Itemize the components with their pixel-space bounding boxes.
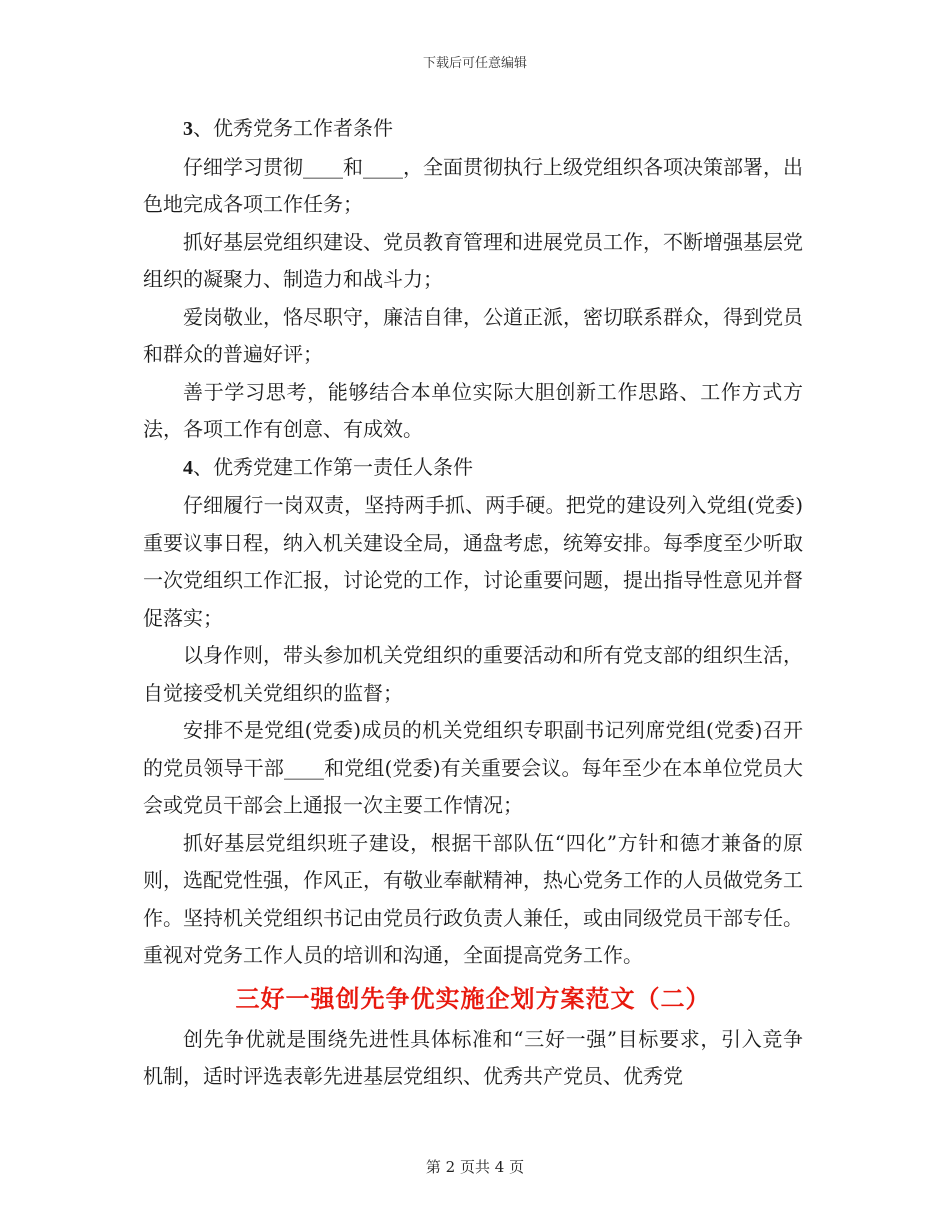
paragraph: 仔细学习贯彻____和____，全面贯彻执行上级党组织各项决策部署，出色地完成各项工作任务； — [143, 154, 803, 216]
section-3-number: 3 — [183, 118, 193, 140]
section-4-number: 4 — [183, 456, 193, 479]
section-4-heading-text: 、优秀党建工作第一责任人条件 — [193, 454, 473, 479]
paragraph: 仔细履行一岗双责，坚持两手抓、两手硬。把党的建设列入党组(党委)重要议事日程，纳入机关建设全局，通盘考虑，统筹安排。每季度至少听取一次党组织工作汇报，讨论党的工作，讨论重要问题，提出指导性意见并督促落实； — [143, 493, 803, 630]
paragraph: 安排不是党组(党委)成员的机关党组织专职副书记列席党组(党委)召开的党员领导干部____和党组(党委)有关重要会议。每年至少在本单位党员大会或党员干部会上通报一次主要工作情况； — [143, 718, 803, 817]
paragraph: 抓好基层党组织班子建设，根据干部队伍“四化”方针和德才兼备的原则，选配党性强，作风正，有敬业奉献精神，热心党务工作的人员做党务工作。坚持机关党组织书记由党员行政负责人兼任，或由同级党员干部专任。重视对党务工作人员的培训和沟通，全面提高党务工作。 — [143, 830, 803, 967]
paragraph: 爱岗敬业，恪尽职守，廉洁自律，公道正派，密切联系群众，得到党员和群众的普遍好评； — [143, 304, 803, 366]
paragraph: 善于学习思考，能够结合本单位实际大胆创新工作思路、工作方式方法，各项工作有创意、有成效。 — [143, 379, 803, 441]
page-header: 下载后可任意编辑 — [422, 56, 527, 71]
page-footer: 第 2 页共 4 页 — [425, 1158, 525, 1176]
paragraph: 以身作则，带头参加机关党组织的重要活动和所有党支部的组织生活，自觉接受机关党组织的监督； — [143, 643, 803, 705]
section-title: 三好一强创先争优实施企划方案范文（二） — [235, 983, 711, 1013]
section-3-heading — [143, 110, 803, 149]
paragraph: 抓好基层党组织建设、党员教育管理和进展党员工作，不断增强基层党组织的凝聚力、制造力和战斗力； — [143, 229, 803, 291]
section-4-heading — [143, 449, 803, 488]
document-body — [143, 110, 803, 1096]
intro-paragraph: 创先争优就是围绕先进性具体标准和“三好一强”目标要求，引入竞争机制，适时评选表彰先进基层党组织、优秀共产党员、优秀党 — [143, 1026, 803, 1088]
section-3-heading-text: 、优秀党务工作者条件 — [193, 116, 393, 140]
